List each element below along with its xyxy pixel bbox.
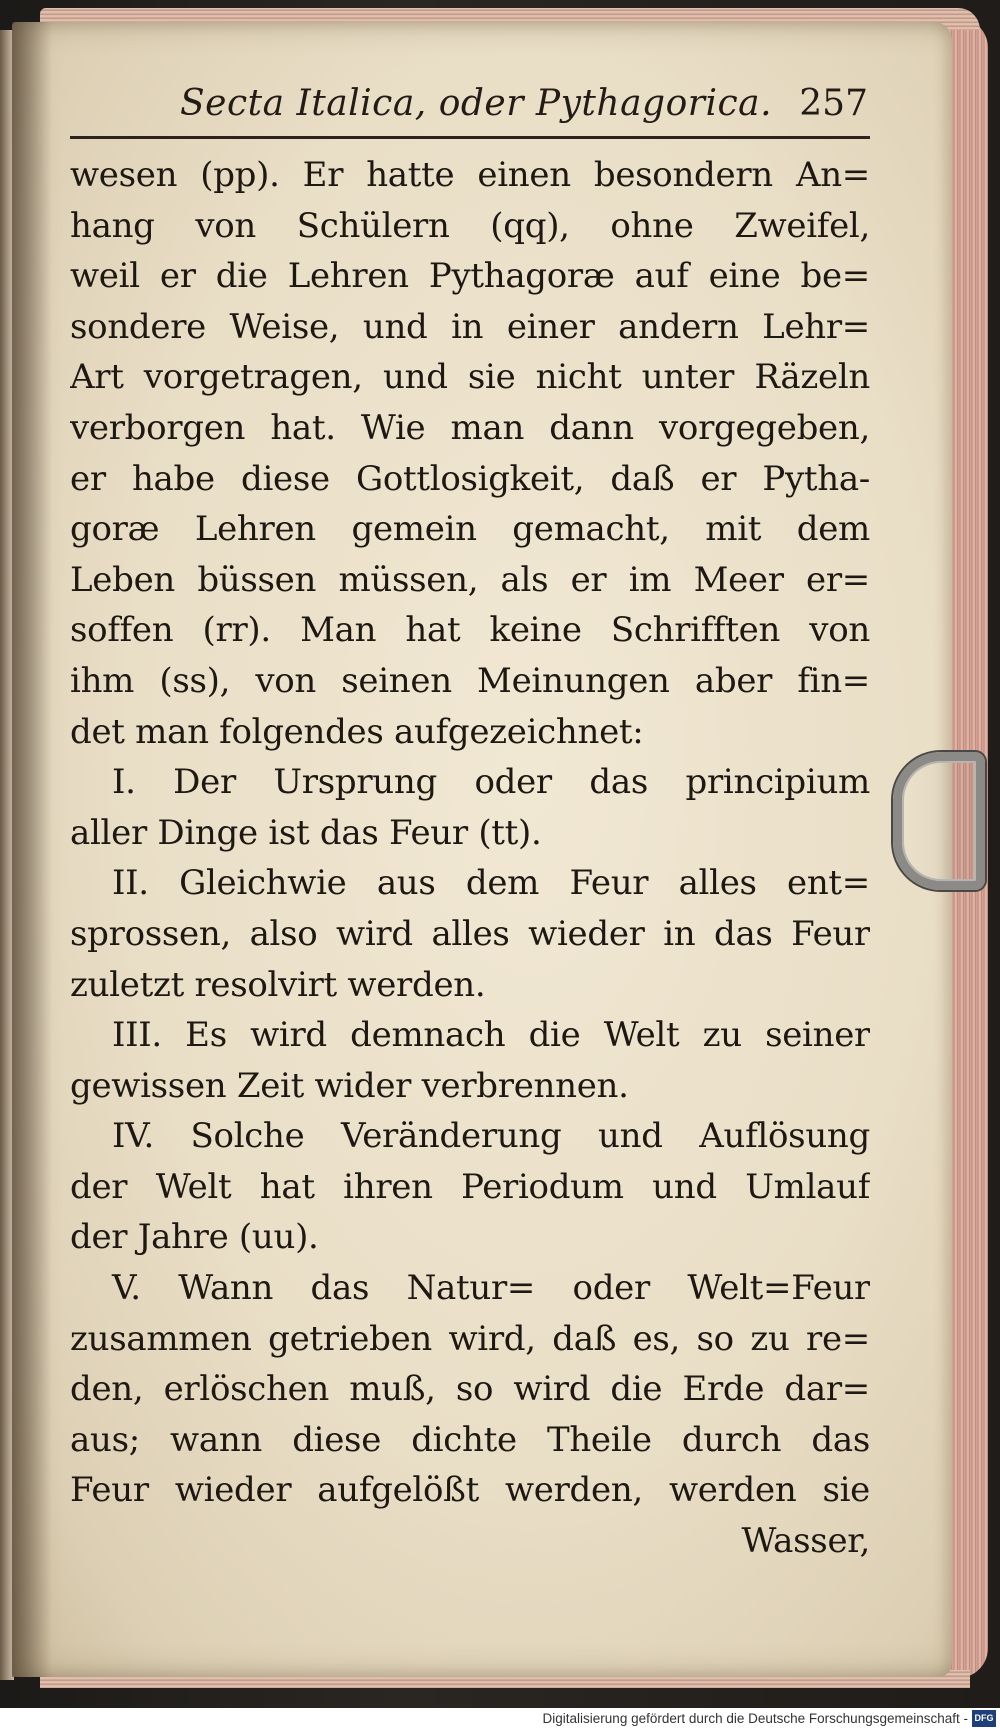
text-line: sondere Weise, und in einer andern Lehr= (70, 306, 870, 347)
text-line: hang von Schülern (qq), ohne Zweifel, (70, 205, 870, 246)
text-line: sprossen, also wird alles wieder in das Feur (70, 913, 870, 954)
text-line: det man folgendes aufgezeichnet: (70, 711, 644, 752)
text-line: wesen (pp). Er hatte einen besondern An= (70, 155, 870, 195)
text-line: verborgen hat. Wie man dann vorgegeben, (70, 407, 870, 448)
text-line: ihm (ss), von seinen Meinungen aber fin= (70, 660, 870, 701)
text-line: goræ Lehren gemein gemacht, mit dem (70, 509, 870, 550)
text-line: aller Dinge ist das Feur (tt). (70, 812, 542, 853)
dfg-logo-icon: DFG (972, 1710, 996, 1727)
page-clip-icon (893, 752, 985, 890)
text-line: er habe diese Gottlosigkeit, daß er Pytha- (70, 458, 870, 499)
running-head: Secta Italica, oder Pythagorica. (180, 83, 773, 124)
text-line: Art vorgetragen, und sie nicht unter Räzeln (70, 357, 870, 398)
page-number: 257 (799, 83, 868, 124)
text-line: zusammen getrieben wird, daß es, so zu re= (70, 1318, 870, 1359)
text-line: der Welt hat ihren Periodum und Umlauf (70, 1166, 870, 1207)
text-line: den, erlöschen muß, so wird die Erde dar= (70, 1369, 870, 1410)
list-item-2: II. Gleichwie aus dem Feur alles ent= (112, 863, 870, 904)
list-item-4: IV. Solche Veränderung und Auflösung (112, 1116, 870, 1157)
list-item-5: V. Wann das Natur= oder Welt=Feur (112, 1268, 870, 1309)
text-line: Feur wieder aufgelößt werden, werden sie (70, 1470, 870, 1511)
text-line: gewissen Zeit wider verbrennen. (70, 1065, 629, 1106)
text-line: aus; wann diese dichte Theile durch das (70, 1419, 870, 1460)
gutter-shadow (12, 22, 52, 1677)
catchword: Wasser, (741, 1521, 870, 1562)
list-item-1: I. Der Ursprung oder das principium (112, 762, 870, 803)
text-line: soffen (rr). Man hat keine Schrifften von (70, 610, 870, 651)
body-text (70, 150, 870, 1567)
list-item-3: III. Es wird demnach die Welt zu seiner (112, 1015, 870, 1056)
digitization-credit: Digitalisierung gefördert durch die Deutsche Forschungsgemeinschaft - (542, 1711, 968, 1726)
header-rule (70, 136, 870, 139)
text-line: zuletzt resolvirt werden. (70, 964, 486, 1005)
text-line: Leben büssen müssen, als er im Meer er= (70, 559, 870, 600)
text-line: der Jahre (uu). (70, 1217, 319, 1258)
text-line: weil er die Lehren Pythagoræ auf eine be= (70, 256, 870, 297)
